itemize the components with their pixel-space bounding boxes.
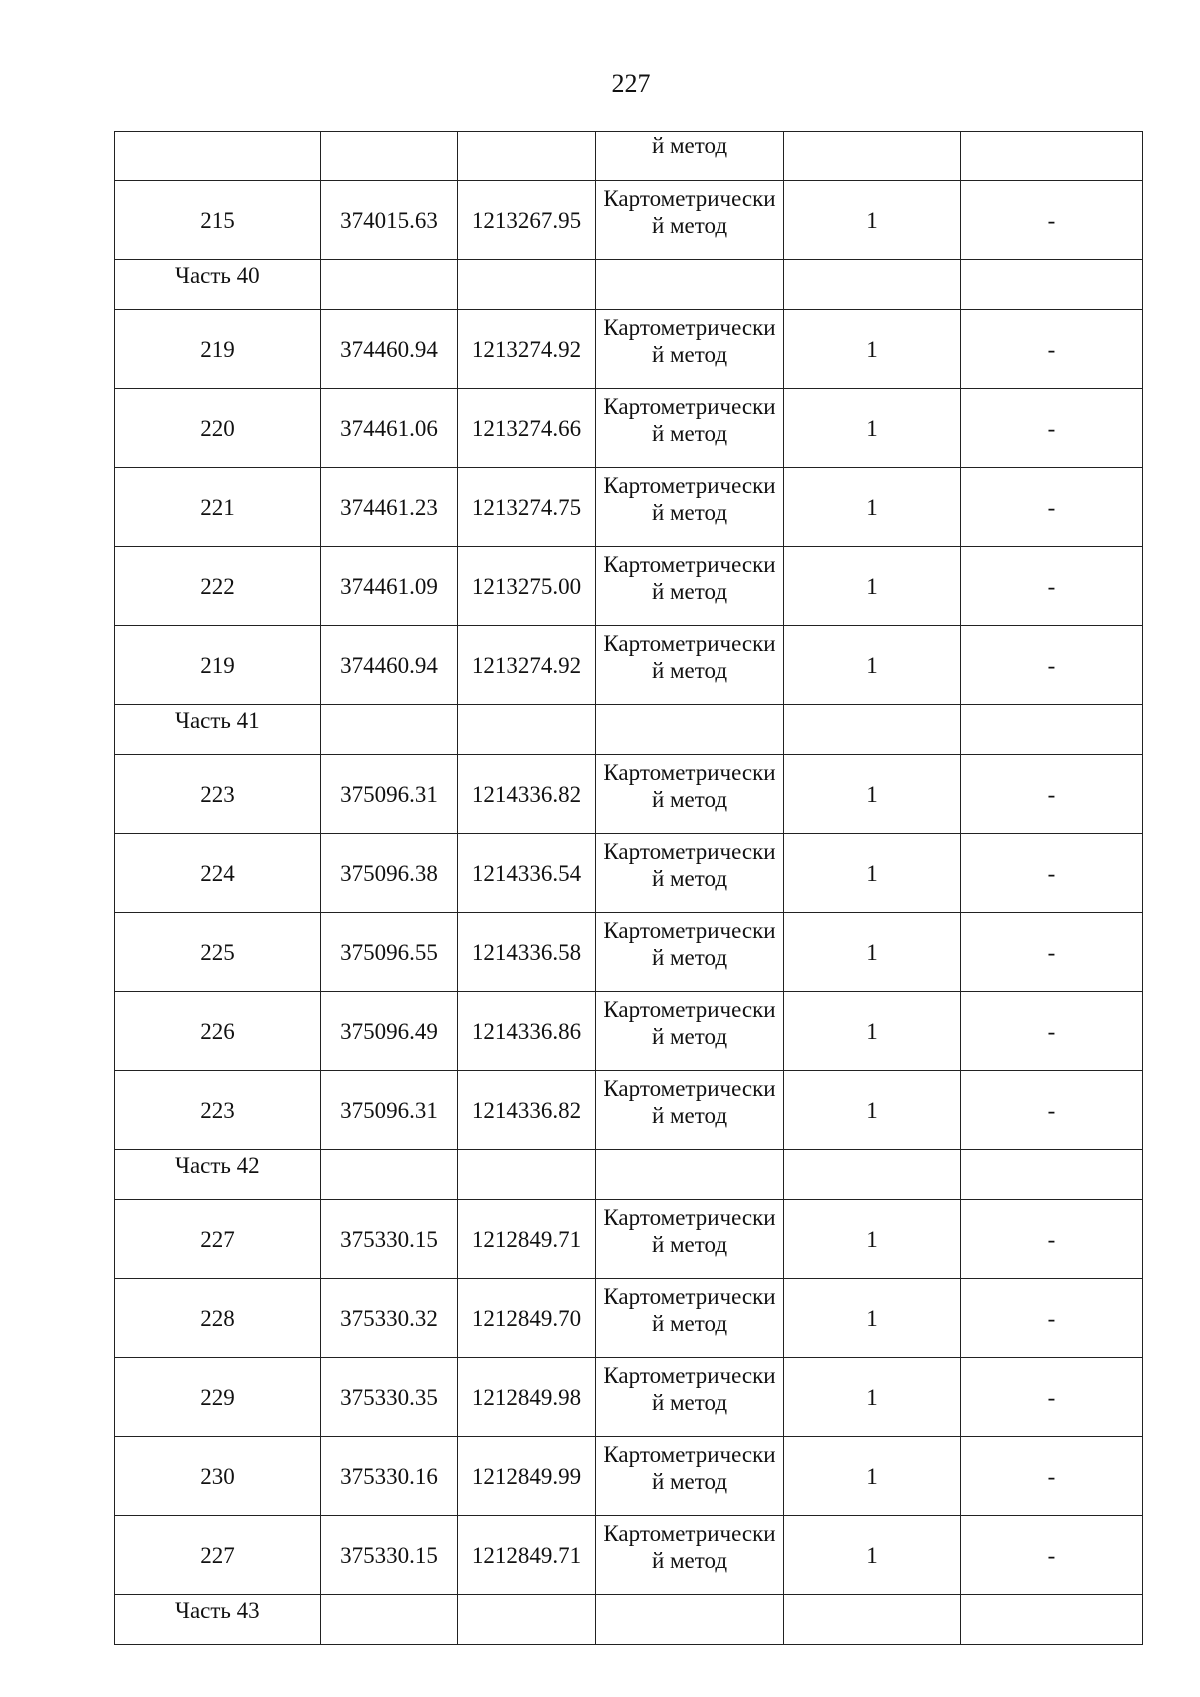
cell-y: 1214336.86: [458, 992, 596, 1071]
cell-method: [596, 1200, 784, 1279]
cell-note: -: [961, 310, 1143, 389]
cell-method: [596, 1071, 784, 1150]
part-header-row: [115, 1595, 1143, 1645]
cell-x: 375096.31: [321, 1071, 458, 1150]
cell-x: [321, 1150, 458, 1200]
cell-method: [596, 132, 784, 181]
cell-x: [321, 1595, 458, 1645]
cell-x: 375096.31: [321, 755, 458, 834]
table-row: [115, 992, 1143, 1071]
cell-y: 1212849.71: [458, 1200, 596, 1279]
cell-note: -: [961, 468, 1143, 547]
method-text: й метод: [651, 133, 728, 158]
cell-method: [596, 547, 784, 626]
cell-x: 374460.94: [321, 626, 458, 705]
cell-accuracy: 1: [784, 1516, 961, 1595]
cell-note: -: [961, 1279, 1143, 1358]
method-text: Картометрически й метод: [603, 1442, 776, 1494]
cell-id: 228: [115, 1279, 321, 1358]
cell-x: 374461.23: [321, 468, 458, 547]
cell-note: [961, 132, 1143, 181]
cell-note: -: [961, 1358, 1143, 1437]
cell-method: [596, 389, 784, 468]
method-text: Картометрически й метод: [603, 1284, 776, 1336]
cell-note: [961, 1595, 1143, 1645]
cell-method: [596, 310, 784, 389]
cell-note: -: [961, 913, 1143, 992]
cell-y: 1212849.70: [458, 1279, 596, 1358]
part-header-row: [115, 260, 1143, 310]
cell-method: [596, 260, 784, 310]
cell-accuracy: 1: [784, 389, 961, 468]
cell-method: [596, 181, 784, 260]
cell-accuracy: 1: [784, 181, 961, 260]
cell-note: [961, 705, 1143, 755]
cell-y: 1213274.66: [458, 389, 596, 468]
cell-id: 229: [115, 1358, 321, 1437]
cell-method: [596, 468, 784, 547]
method-text: Картометрически й метод: [603, 631, 776, 683]
cell-x: 375330.15: [321, 1516, 458, 1595]
part-label: Часть 43: [115, 1595, 321, 1645]
coordinates-table: [114, 131, 1143, 1645]
table-body: [115, 132, 1143, 1645]
cell-note: -: [961, 1437, 1143, 1516]
cell-accuracy: [784, 132, 961, 181]
cell-y: 1212849.99: [458, 1437, 596, 1516]
cell-id: 215: [115, 181, 321, 260]
cell-id: [115, 132, 321, 181]
method-text: Картометрически й метод: [603, 315, 776, 367]
cell-accuracy: 1: [784, 310, 961, 389]
cell-x: [321, 132, 458, 181]
cell-y: 1213274.92: [458, 310, 596, 389]
table-row: [115, 1516, 1143, 1595]
cell-accuracy: 1: [784, 468, 961, 547]
cell-id: 221: [115, 468, 321, 547]
cell-accuracy: 1: [784, 626, 961, 705]
table-row: [115, 547, 1143, 626]
table-row: [115, 1071, 1143, 1150]
cell-method: [596, 626, 784, 705]
cell-y: 1214336.82: [458, 755, 596, 834]
table-row: [115, 626, 1143, 705]
cell-accuracy: 1: [784, 1358, 961, 1437]
cell-id: 220: [115, 389, 321, 468]
cell-x: 374460.94: [321, 310, 458, 389]
cell-id: 223: [115, 755, 321, 834]
cell-y: [458, 132, 596, 181]
cell-accuracy: 1: [784, 913, 961, 992]
cell-id: 223: [115, 1071, 321, 1150]
page-number: 227: [611, 69, 651, 98]
part-header-row: [115, 705, 1143, 755]
cell-note: -: [961, 1071, 1143, 1150]
table-row: [115, 1279, 1143, 1358]
table-row: [115, 834, 1143, 913]
cell-x: 374461.06: [321, 389, 458, 468]
cell-x: 375330.15: [321, 1200, 458, 1279]
cell-x: 374015.63: [321, 181, 458, 260]
cell-id: 227: [115, 1200, 321, 1279]
cell-method: [596, 755, 784, 834]
method-text: Картометрически й метод: [603, 1076, 776, 1128]
continued-row: [115, 132, 1143, 181]
cell-x: [321, 705, 458, 755]
cell-method: [596, 1279, 784, 1358]
cell-y: [458, 260, 596, 310]
cell-id: 226: [115, 992, 321, 1071]
cell-y: 1212849.71: [458, 1516, 596, 1595]
cell-note: [961, 260, 1143, 310]
cell-note: [961, 1150, 1143, 1200]
cell-note: -: [961, 547, 1143, 626]
cell-accuracy: 1: [784, 1071, 961, 1150]
part-label: Часть 42: [115, 1150, 321, 1200]
cell-note: -: [961, 992, 1143, 1071]
table-row: [115, 913, 1143, 992]
part-label: Часть 40: [115, 260, 321, 310]
part-header-row: [115, 1150, 1143, 1200]
cell-id: 227: [115, 1516, 321, 1595]
cell-id: 224: [115, 834, 321, 913]
cell-accuracy: 1: [784, 755, 961, 834]
table-row: [115, 468, 1143, 547]
cell-method: [596, 992, 784, 1071]
cell-x: 375330.32: [321, 1279, 458, 1358]
cell-x: [321, 260, 458, 310]
table-row: [115, 1437, 1143, 1516]
cell-y: [458, 1150, 596, 1200]
cell-accuracy: [784, 1150, 961, 1200]
cell-y: [458, 1595, 596, 1645]
cell-accuracy: 1: [784, 547, 961, 626]
table-row: [115, 755, 1143, 834]
cell-id: 219: [115, 310, 321, 389]
cell-accuracy: [784, 705, 961, 755]
method-text: Картометрически й метод: [603, 552, 776, 604]
cell-note: -: [961, 755, 1143, 834]
cell-note: -: [961, 389, 1143, 468]
cell-y: 1213275.00: [458, 547, 596, 626]
cell-id: 219: [115, 626, 321, 705]
cell-x: 374461.09: [321, 547, 458, 626]
method-text: Картометрически й метод: [603, 997, 776, 1049]
cell-accuracy: [784, 1595, 961, 1645]
cell-id: 230: [115, 1437, 321, 1516]
method-text: Картометрически й метод: [603, 839, 776, 891]
cell-x: 375096.55: [321, 913, 458, 992]
method-text: Картометрически й метод: [603, 186, 776, 238]
cell-x: 375330.35: [321, 1358, 458, 1437]
cell-y: 1214336.82: [458, 1071, 596, 1150]
cell-x: 375330.16: [321, 1437, 458, 1516]
cell-accuracy: [784, 260, 961, 310]
cell-accuracy: 1: [784, 1200, 961, 1279]
cell-y: 1213274.75: [458, 468, 596, 547]
table-row: [115, 181, 1143, 260]
cell-id: 222: [115, 547, 321, 626]
method-text: Картометрически й метод: [603, 760, 776, 812]
cell-id: 225: [115, 913, 321, 992]
cell-method: [596, 1516, 784, 1595]
table-row: [115, 1200, 1143, 1279]
cell-accuracy: 1: [784, 1437, 961, 1516]
table-row: [115, 389, 1143, 468]
method-text: Картометрически й метод: [603, 918, 776, 970]
cell-note: -: [961, 181, 1143, 260]
cell-y: 1213274.92: [458, 626, 596, 705]
cell-note: -: [961, 834, 1143, 913]
cell-method: [596, 1595, 784, 1645]
cell-note: -: [961, 1516, 1143, 1595]
method-text: Картометрически й метод: [603, 473, 776, 525]
cell-method: [596, 913, 784, 992]
method-text: Картометрически й метод: [603, 1205, 776, 1257]
table-row: [115, 1358, 1143, 1437]
cell-note: -: [961, 1200, 1143, 1279]
table-row: [115, 310, 1143, 389]
cell-method: [596, 834, 784, 913]
cell-accuracy: 1: [784, 1279, 961, 1358]
cell-accuracy: 1: [784, 834, 961, 913]
cell-method: [596, 705, 784, 755]
cell-y: 1214336.58: [458, 913, 596, 992]
method-text: Картометрически й метод: [603, 394, 776, 446]
cell-method: [596, 1150, 784, 1200]
method-text: Картометрически й метод: [603, 1363, 776, 1415]
method-text: Картометрически й метод: [603, 1521, 776, 1573]
cell-y: 1213267.95: [458, 181, 596, 260]
cell-y: 1214336.54: [458, 834, 596, 913]
cell-x: 375096.38: [321, 834, 458, 913]
cell-accuracy: 1: [784, 992, 961, 1071]
cell-note: -: [961, 626, 1143, 705]
cell-y: [458, 705, 596, 755]
cell-x: 375096.49: [321, 992, 458, 1071]
cell-y: 1212849.98: [458, 1358, 596, 1437]
cell-method: [596, 1437, 784, 1516]
cell-method: [596, 1358, 784, 1437]
part-label: Часть 41: [115, 705, 321, 755]
